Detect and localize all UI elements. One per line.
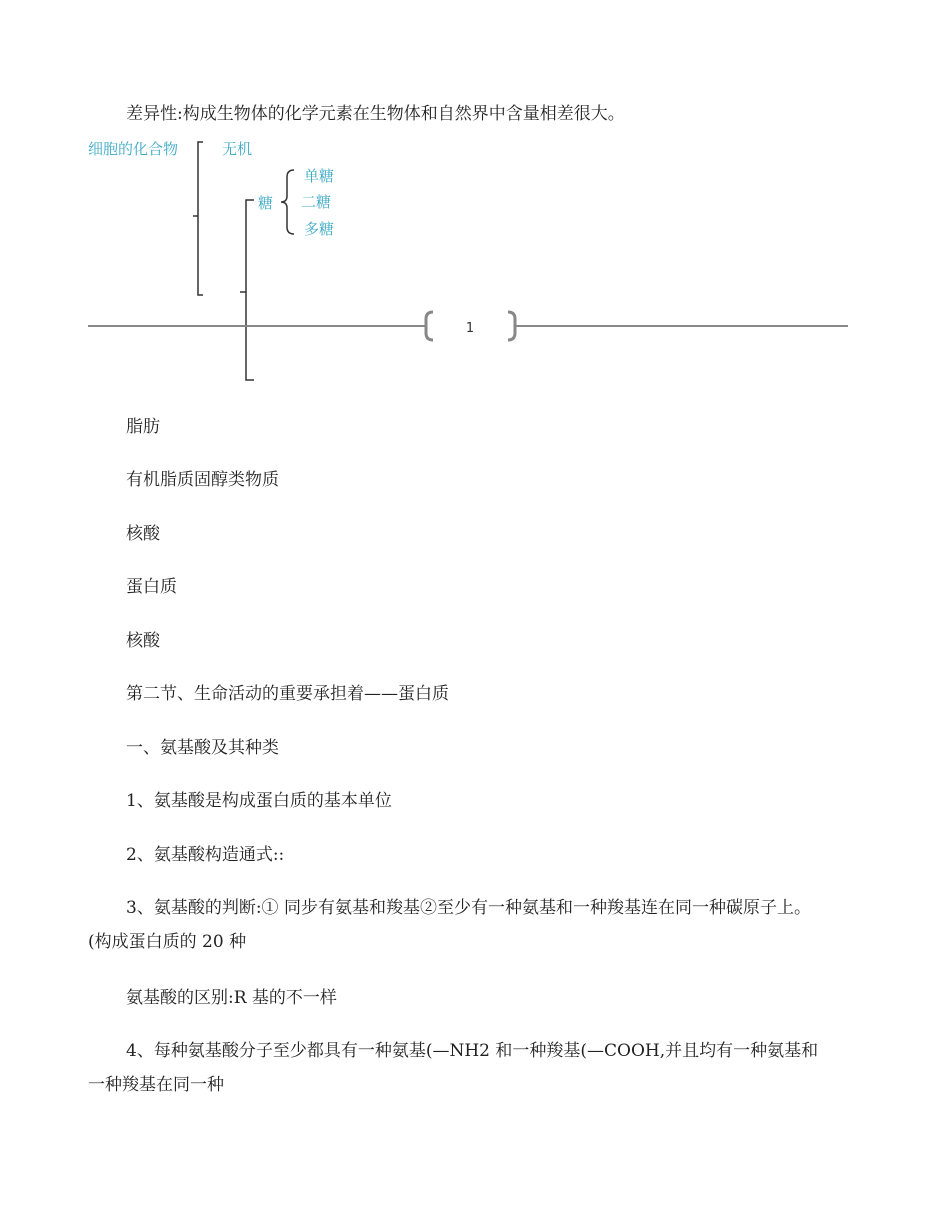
sugar-type-poly: 多糖	[304, 220, 335, 238]
page-number: 1	[465, 321, 475, 336]
text-line: 蛋白质	[126, 577, 177, 597]
item4-line2: 一种羧基在同一种	[88, 1075, 224, 1095]
page-brace-right	[508, 312, 515, 340]
text-line: 有机脂质固醇类物质	[126, 470, 279, 490]
intro-text: 差异性:构成生物体的化学元素在生物体和自然界中含量相差很大。	[126, 104, 625, 124]
text-line: 脂肪	[126, 417, 160, 437]
item3-line2: (构成蛋白质的 20 种	[88, 932, 247, 952]
item3-line1: 3、氨基酸的判断:① 同步有氨基和羧基②至少有一种氨基和一种羧基连在同一种碳原子上。	[126, 898, 811, 918]
text-line: 2、氨基酸构造通式::	[126, 845, 285, 865]
item4-line1: 4、每种氨基酸分子至少都具有一种氨基(—NH2 和一种羧基(—COOH,并且均有一种氨基和	[126, 1041, 819, 1061]
diagram-root-label: 细胞的化合物	[88, 140, 179, 158]
page-brace-left	[426, 312, 433, 340]
text-line: 1、氨基酸是构成蛋白质的基本单位	[126, 791, 392, 811]
sugar-type-di: 二糖	[301, 193, 332, 211]
section-heading: 第二节、生命活动的重要承担着——蛋白质	[126, 684, 449, 704]
text-line: 氨基酸的区别:R 基的不一样	[126, 988, 337, 1008]
organic-bracket	[246, 200, 254, 380]
subsection-heading: 一、氨基酸及其种类	[126, 738, 279, 758]
root-bracket	[198, 142, 203, 295]
compound-classification-diagram	[0, 130, 950, 390]
diagram-inorganic-label: 无机	[222, 140, 253, 158]
sugar-type-mono: 单糖	[304, 167, 335, 185]
diagram-sugar-label: 糖	[258, 194, 274, 212]
text-line: 核酸	[126, 631, 160, 651]
item3-paragraph	[88, 891, 878, 959]
sugar-bracket	[281, 170, 294, 234]
item4-paragraph	[88, 1034, 878, 1102]
text-line: 核酸	[126, 524, 160, 544]
